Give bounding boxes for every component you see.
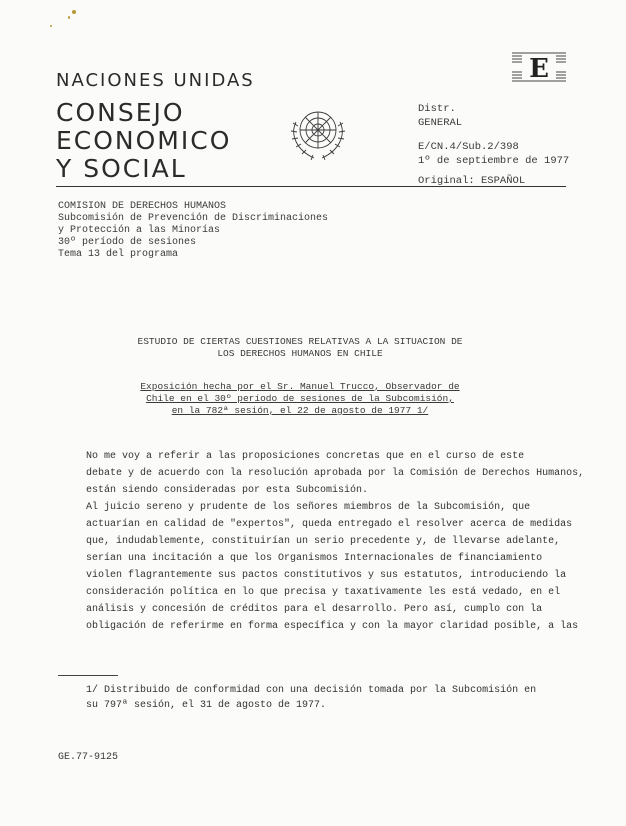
council-line: Y SOCIAL — [56, 154, 187, 183]
body-line: violen flagrantemente sus pactos constitutivos y sus estatutos, introduciendo la — [86, 570, 567, 581]
body-text — [86, 448, 585, 635]
paper-speck — [68, 16, 70, 19]
body-line: debate y de acuerdo con la resolución aprobada por la Comisión de Derechos Humanos, — [86, 468, 585, 479]
document-date: 1º de septiembre de 1977 — [418, 155, 570, 167]
body-line: consideración política en lo que precisa y taxativamente les está vedado, en el — [86, 587, 561, 598]
distribution-block — [418, 102, 569, 188]
committee-line: COMISION DE DERECHOS HUMANOS — [58, 201, 227, 212]
committee-line: 30º período de sesiones — [58, 237, 197, 248]
body-line: Al juicio sereno y prudente de los señores miembros de la Subcomisión, que — [86, 502, 531, 513]
council-line: ECONOMICO — [56, 126, 232, 155]
paper-speck — [72, 10, 76, 14]
body-line: serían una incitación a que los Organismos Internacionales de financiamiento — [86, 553, 543, 564]
document-number: GE.77-9125 — [58, 752, 119, 763]
body-line: No me voy a referir a las proposiciones concretas que en el curso de este — [86, 451, 525, 462]
distribution-label: Distr. — [418, 103, 456, 115]
title-line: LOS DERECHOS HUMANOS EN CHILE — [217, 348, 383, 359]
committee-line: y Protección a las Minorías — [58, 225, 221, 236]
un-emblem-icon — [286, 100, 350, 164]
distribution-type: GENERAL — [418, 117, 463, 129]
language-code-box — [512, 52, 566, 82]
body-line: que, indudablemente, constituirían un serio precedente y, de llevarse adelante, — [86, 536, 561, 547]
statement-line: Chile en el 30º período de sesiones de la Subcomisión, — [146, 393, 454, 404]
footnote-divider — [58, 675, 118, 676]
body-line: análisis y concesión de créditos para el desarrollo. Pero así, cumplo con la — [86, 604, 543, 615]
footnote — [86, 683, 566, 713]
paper-speck — [50, 25, 52, 27]
document-title — [130, 336, 470, 360]
committee-block — [58, 201, 328, 261]
body-line: obligación de referirme en forma específica y con la mayor claridad posible, a las — [86, 621, 579, 632]
document-symbol: E/CN.4/Sub.2/398 — [418, 141, 519, 153]
statement-line: Exposición hecha por el Sr. Manuel Trucco, Observador de — [140, 381, 460, 392]
footnote-line: 1/ Distribuido de conformidad con una decisión tomada por la Subcomisión en — [86, 685, 537, 696]
body-line: están siendo consideradas por esta Subcomisión. — [86, 485, 369, 496]
language-code: E — [529, 54, 549, 82]
body-line: actuarían en calidad de "expertos", queda entregado el resolver acerca de medidas — [86, 519, 573, 530]
council-line: CONSEJO — [56, 98, 185, 127]
title-line: ESTUDIO DE CIERTAS CUESTIONES RELATIVAS A LA SITUACION DE — [137, 336, 463, 347]
statement-line: en la 782ª sesión, el 22 de agosto de 1977 1/ — [171, 405, 429, 416]
council-name — [56, 99, 276, 183]
organization-name: NACIONES UNIDAS — [56, 70, 255, 91]
footnote-line: su 797ª sesión, el 31 de agosto de 1977. — [86, 700, 327, 711]
original-language: Original: ESPAÑOL — [418, 175, 526, 187]
statement-heading — [130, 381, 470, 417]
committee-line: Tema 13 del programa — [58, 249, 179, 260]
committee-line: Subcomisión de Prevención de Discriminaciones — [58, 213, 329, 224]
header-divider — [56, 186, 566, 187]
